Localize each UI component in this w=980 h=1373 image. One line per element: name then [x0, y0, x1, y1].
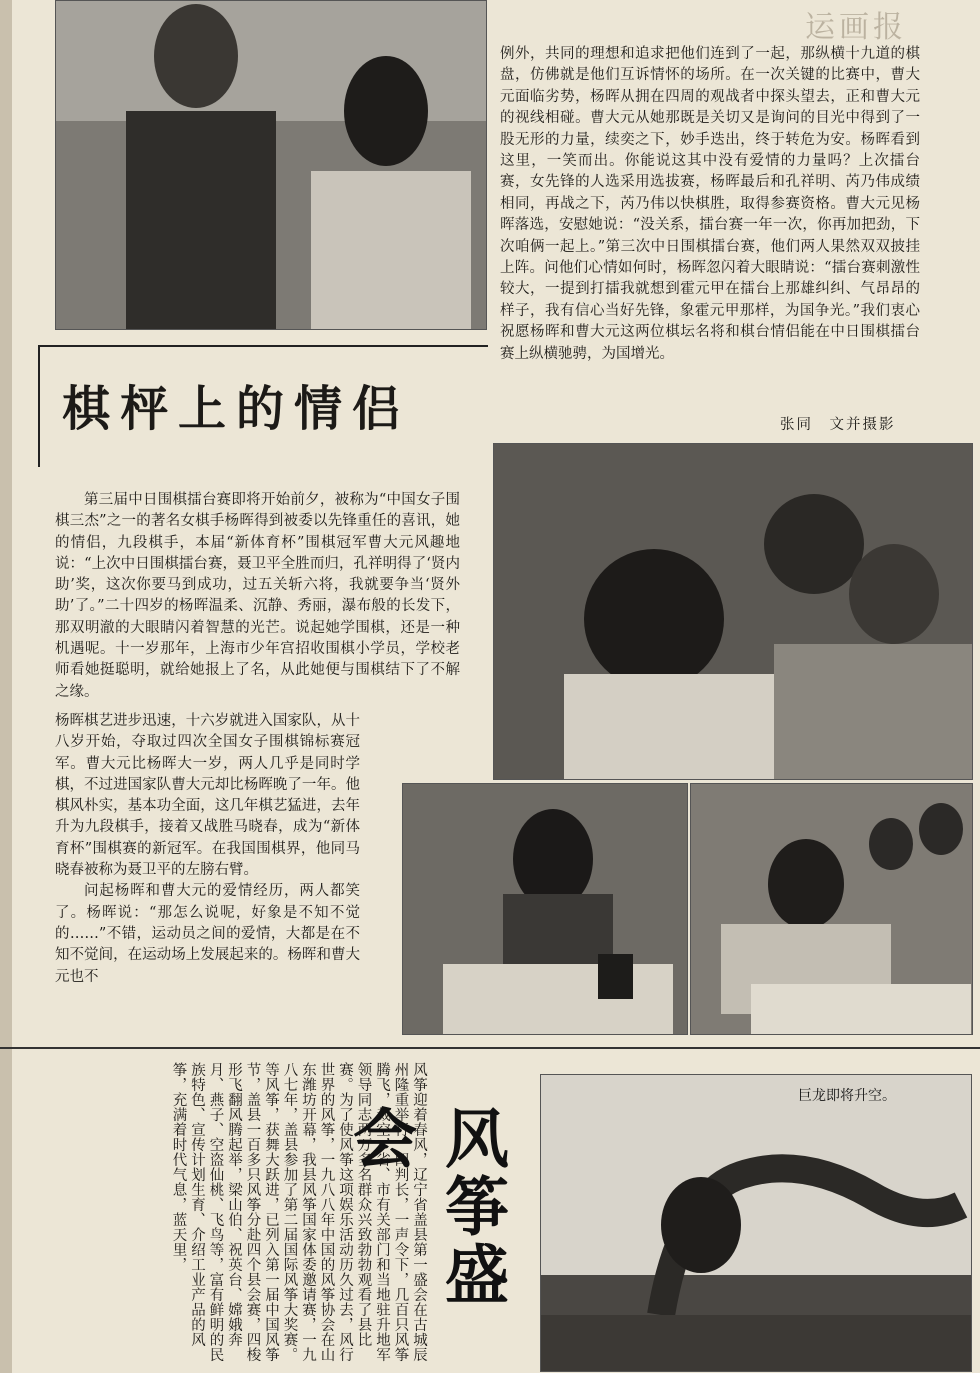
article-left-column-lower	[55, 711, 360, 988]
article-paragraph: 例外，共同的理想和追求把他们连到了一起，那纵横十九道的棋盘，仿佛就是他们互诉情怀的场所。在一次关键的比赛中，曹大元面临劣势，杨晖从拥在四周的观战者中探头望去，正和曹大元的视线相碰。曹大元从她那既是关切又是询问的目光中得到了一股无形的力量，续奕之下，妙手迭出，终于转危为安。杨晖看到这里，一笑而出。你能说这其中没有爱情的力量吗？上次擂台赛，女先锋的人选采用选拔赛，杨晖最后和孔祥明、芮乃伟成绩相同，再战之下，芮乃伟以快棋胜，取得参赛资格。曹大元见杨晖落选，安慰她说：“没关系，擂台赛一年一次，你再加把劲，下次咱俩一起上。”第三次中日围棋擂台赛，他们两人果然双双披挂上阵。问他们心情如何时，杨晖忽闪着大眼睛说：“擂台赛刺激性较大，一提到打擂我就想到霍元甲在擂台上那雄纠纠、气昂昂的样子，我有信心当好先锋，象霍元甲那样，为国争光。”我们衷心祝愿杨晖和曹大元这两位棋坛名将和棋台情侣能在中日围棋擂台赛上纵横驰骋，为国增光。	[500, 46, 920, 362]
dragon-kite-caption: 巨龙即将升空。	[798, 1088, 896, 1104]
kite-article-text: 风筝迎着春风，辽宁省盖县第一盛会在古城辰州隆重举行。四判长，一声令下，几百只风筝腾飞，裁空，省、市有关部门和当地驻升地军领导同志两万多名群众兴致勃勃观看了县比赛。为了使风筝这项娱乐活动历久过去，风行世界的风筝，一九八八年中国的风筝协会在山东潍坊开幕，我县风筝国家体委邀请赛，一九八七年，盖县参加了第二届国际风筝大奖赛。等风筝，获舞大跃进，已列入第一届中国风筝节，盖县一百多只风筝分赴四个县会赛，四梭形飞翻风腾起举，梁山伯、祝英台、嫦娥奔月、燕子、空盗仙桃、飞鸟等，富有鲜明的民族特色、宣传计划生育、介绍工业产品的风筝，充满着时代气息，蓝天里，	[170, 1062, 427, 1362]
page-binding-edge	[0, 0, 12, 1373]
couple-portrait-photo	[55, 0, 487, 330]
article-right-column	[500, 44, 920, 365]
article-paragraph: 第三届中日围棋擂台赛即将开始前夕，被称为“中国女子围棋三杰”之一的著名女棋手杨晖得到被委以先锋重任的喜讯，她的情侣，九段棋手，本届“新体育杯”围棋冠军曹大元风趣地说：“上次中日围棋擂台赛，聂卫平全胜而归，孔祥明得了‘贤内助’奖，这次你要马到成功，过五关斩六将，我就要争当‘贤外助’了。”二十四岁的杨晖温柔、沉静、秀丽，瀑布般的长发下，那双明澈的大眼睛闪着智慧的光芒。说起她学围棋，还是一种机遇呢。十一岁那年，上海市少年宫招收围棋小学员，学校老师看她挺聪明，就给她报上了名，从此她便与围棋结下了不解之缘。	[55, 492, 460, 700]
article-paragraph: 杨晖棋艺进步迅速，十六岁就进入国家队，从十八岁开始，夺取过四次全国女子围棋锦标赛冠军。曹大元比杨晖大一岁，两人几乎是同时学棋，不过进国家队曹大元却比杨晖晚了一年。他棋风朴实，基本功全面，这几年棋艺猛进，去年升为九段棋手，接着又战胜马晓春，成为“新体育杯”围棋赛的新冠军。在我国围棋界，他同马晓春被称为聂卫平的左膀右臂。	[55, 713, 360, 879]
cao-dayuan-playing-photo	[690, 783, 973, 1035]
go-match-photo	[493, 443, 973, 780]
masthead-watermark: 运画报	[805, 10, 907, 45]
article-paragraph: 问起杨晖和曹大元的爱情经历，两人都笑了。杨晖说：“那怎么说呢，好象是不知不觉的……”不错，运动员之间的爱情，大都是在不知不觉间，在运动场上发展起来的。杨晖和曹大元也不	[55, 883, 360, 985]
article-title: 棋枰上的情侣	[62, 381, 411, 437]
article-byline: 张同 文并摄影	[780, 417, 896, 433]
dragon-kite-photo	[540, 1074, 972, 1372]
article-left-column	[55, 490, 460, 703]
yang-hui-playing-photo	[402, 783, 688, 1035]
kite-section-title: 风筝盛会	[342, 1105, 508, 1309]
section-divider	[0, 1047, 980, 1049]
